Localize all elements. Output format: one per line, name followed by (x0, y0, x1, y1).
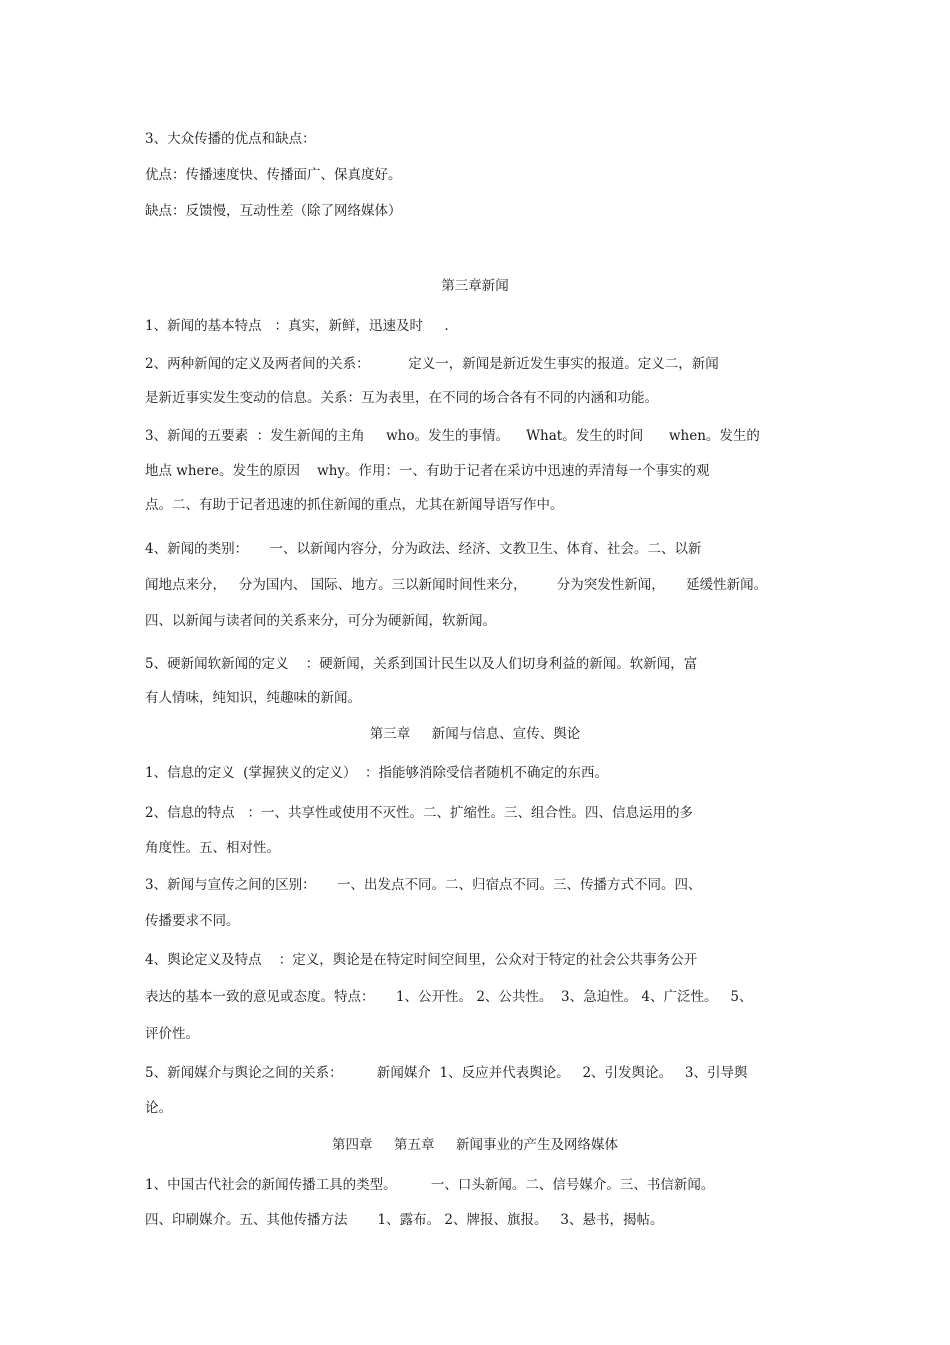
chapter3-news-title: 第三章新闻 (441, 278, 509, 294)
info-item4-line3: 评价性。 (145, 1026, 199, 1042)
mass-comm-cons: 缺点：反馈慢，互动性差（除了网络媒体） (145, 203, 402, 219)
chapter4-5-title: 第四章 第五章 新闻事业的产生及网络媒体 (332, 1137, 618, 1153)
news-item4-line3: 四、以新闻与读者间的关系来分，可分为硬新闻，软新闻。 (145, 613, 496, 629)
info-item1: 1、信息的定义 (掌握狭义的定义） ：指能够消除受信者随机不确定的东西。 (145, 765, 609, 781)
info-item4-line1: 4、舆论定义及特点 ：定义，舆论是在特定时间空间里，公众对于特定的社会公共事务公开 (145, 952, 698, 968)
news-item5-line2: 有人情味，纯知识，纯趣味的新闻。 (145, 690, 361, 706)
news-item4-line2: 闻地点来分， 分为国内、 国际、地方。三以新闻时间性来分， 分为突发性新闻， 延缓性新闻。 (145, 577, 768, 593)
chapter3-info-title: 第三章 新闻与信息、宣传、舆论 (369, 726, 581, 742)
info-item4-line2: 表达的基本一致的意见或态度。特点： 1、公开性。 2、公共性。 3、急迫性。 4、广泛性。 5、 (145, 989, 753, 1005)
news-item2-line1: 2、两种新闻的定义及两者间的关系： 定义一，新闻是新近发生事实的报道。定义二，新闻 (145, 356, 719, 372)
info-item3-line1: 3、新闻与宣传之间的区别： 一、出发点不同。二、归宿点不同。三、传播方式不同。四、 (145, 877, 702, 893)
news-item3-line1: 3、新闻的五要素 ：发生新闻的主角 who。发生的事情。 What。发生的时间 when。发生的 (145, 428, 760, 444)
ch45-item1-line1: 1、中国古代社会的新闻传播工具的类型。 一、口头新闻。二、信号媒介。三、书信新闻。 (145, 1177, 715, 1193)
news-item2-line2: 是新近事实发生变动的信息。关系：互为表里，在不同的场合各有不同的内涵和功能。 (145, 390, 658, 406)
info-item2-line2: 角度性。五、相对性。 (145, 840, 280, 856)
mass-comm-heading: 3、大众传播的优点和缺点： (145, 131, 316, 147)
info-item5-line1: 5、新闻媒介与舆论之间的关系： 新闻媒介 1、反应并代表舆论。 2、引发舆论。 3、引导舆 (145, 1065, 748, 1081)
news-item4-line1: 4、新闻的类别： 一、以新闻内容分，分为政法、经济、文教卫生、体育、社会。二、以新 (145, 541, 702, 557)
info-item2-line1: 2、信息的特点 ：一、共享性或使用不灭性。二、扩缩性。三、组合性。四、信息运用的多 (145, 805, 693, 821)
news-item3-line2: 地点 where。发生的原因 why。作用：一、有助于记者在采访中迅速的弄清每一个事实的观 (145, 463, 710, 479)
news-item5-line1: 5、硬新闻软新闻的定义 ：硬新闻，关系到国计民生以及人们切身利益的新闻。软新闻，富 (145, 656, 698, 672)
info-item3-line2: 传播要求不同。 (145, 913, 240, 929)
mass-comm-pros: 优点：传播速度快、传播面广、保真度好。 (145, 167, 402, 183)
info-item5-line2: 论。 (145, 1100, 172, 1116)
news-item3-line3: 点。二、有助于记者迅速的抓住新闻的重点，尤其在新闻导语写作中。 (145, 497, 564, 513)
ch45-item1-line2: 四、印刷媒介。五、其他传播方法 1、露布。 2、牌报、旗报。 3、悬书，揭帖。 (145, 1212, 664, 1228)
news-item1: 1、新闻的基本特点 ：真实，新鲜，迅速及时 . (145, 318, 449, 334)
